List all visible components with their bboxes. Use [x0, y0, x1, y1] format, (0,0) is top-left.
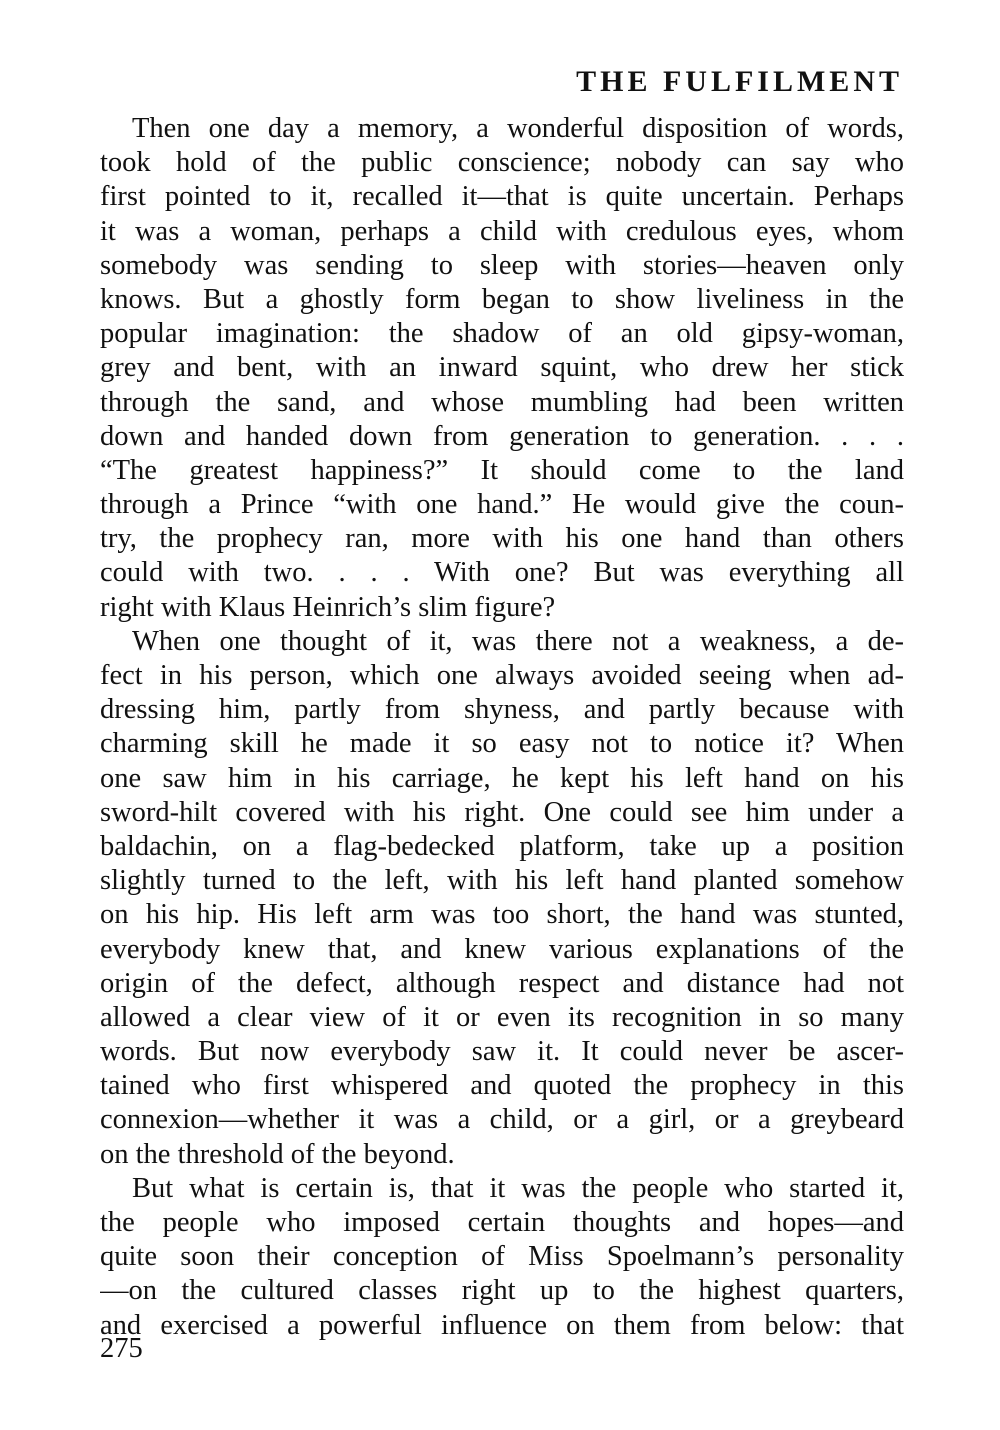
text-line: took hold of the public conscience; nobody can say who — [100, 147, 904, 179]
paragraph-3 — [100, 1172, 904, 1343]
text-line: allowed a clear view of it or even its recognition in so many — [100, 1001, 904, 1033]
text-line: through a Prince “with one hand.” He would give the coun- — [100, 489, 904, 521]
text-line: try, the prophecy ran, more with his one hand than others — [100, 523, 904, 555]
text-line: knows. But a ghostly form began to show liveliness in the — [100, 283, 904, 315]
text-line: fect in his person, which one always avoided seeing when ad- — [100, 660, 904, 691]
paragraph-1 — [100, 112, 904, 625]
text-line: origin of the defect, although respect and distance had not — [100, 967, 904, 999]
text-line: slightly turned to the left, with his left hand planted somehow — [100, 865, 904, 897]
text-line: sword-hilt covered with his right. One could see him under a — [100, 796, 904, 828]
text-line: “The greatest happiness?” It should come to the land — [100, 454, 904, 486]
text-line: on his hip. His left arm was too short, the hand was stunted, — [100, 899, 904, 931]
text-line: right with Klaus Heinrich’s slim figure? — [100, 591, 556, 623]
text-line: the people who imposed certain thoughts and hopes—and — [100, 1207, 904, 1238]
text-line: dressing him, partly from shyness, and partly because with — [100, 694, 904, 726]
text-line: through the sand, and whose mumbling had been written — [100, 386, 904, 418]
text-line: down and handed down from generation to generation. . . . — [100, 420, 904, 452]
text-line: connexion—whether it was a child, or a girl, or a greybeard — [100, 1104, 904, 1136]
body-text — [100, 112, 904, 1343]
text-line: charming skill he made it so easy not to notice it? When — [100, 728, 904, 760]
text-line: on the threshold of the beyond. — [100, 1138, 455, 1170]
text-line: it was a woman, perhaps a child with credulous eyes, whom — [100, 215, 904, 247]
text-line: first pointed to it, recalled it—that is quite uncertain. Perhaps — [100, 181, 904, 213]
text-line: Then one day a memory, a wonderful disposition of words, — [132, 113, 904, 144]
text-line: words. But now everybody saw it. It could never be ascer- — [100, 1036, 904, 1068]
text-line: and exercised a powerful influence on them from below: that — [100, 1309, 904, 1341]
text-line: could with two. . . . With one? But was everything all — [100, 557, 904, 589]
text-line: one saw him in his carriage, he kept his left hand on his — [100, 762, 904, 794]
text-line: baldachin, on a flag-bedecked platform, take up a position — [100, 830, 904, 862]
text-line: everybody knew that, and knew various explanations of the — [100, 933, 904, 965]
text-line: When one thought of it, was there not a weakness, a de- — [132, 625, 904, 657]
text-line: But what is certain is, that it was the people who started it, — [132, 1172, 904, 1204]
running-head: THE FULFILMENT — [576, 65, 903, 98]
text-line: tained who first whispered and quoted the prophecy in this — [100, 1070, 904, 1102]
paragraph-2 — [100, 625, 904, 1172]
text-line: somebody was sending to sleep with stories—heaven only — [100, 249, 904, 281]
page-number: 275 — [100, 1333, 143, 1364]
text-line: quite soon their conception of Miss Spoelmann’s personality — [100, 1241, 904, 1273]
text-line: grey and bent, with an inward squint, who drew her stick — [100, 352, 904, 384]
text-line: popular imagination: the shadow of an old gipsy-woman, — [100, 318, 904, 350]
text-line: —on the cultured classes right up to the highest quarters, — [100, 1275, 904, 1307]
